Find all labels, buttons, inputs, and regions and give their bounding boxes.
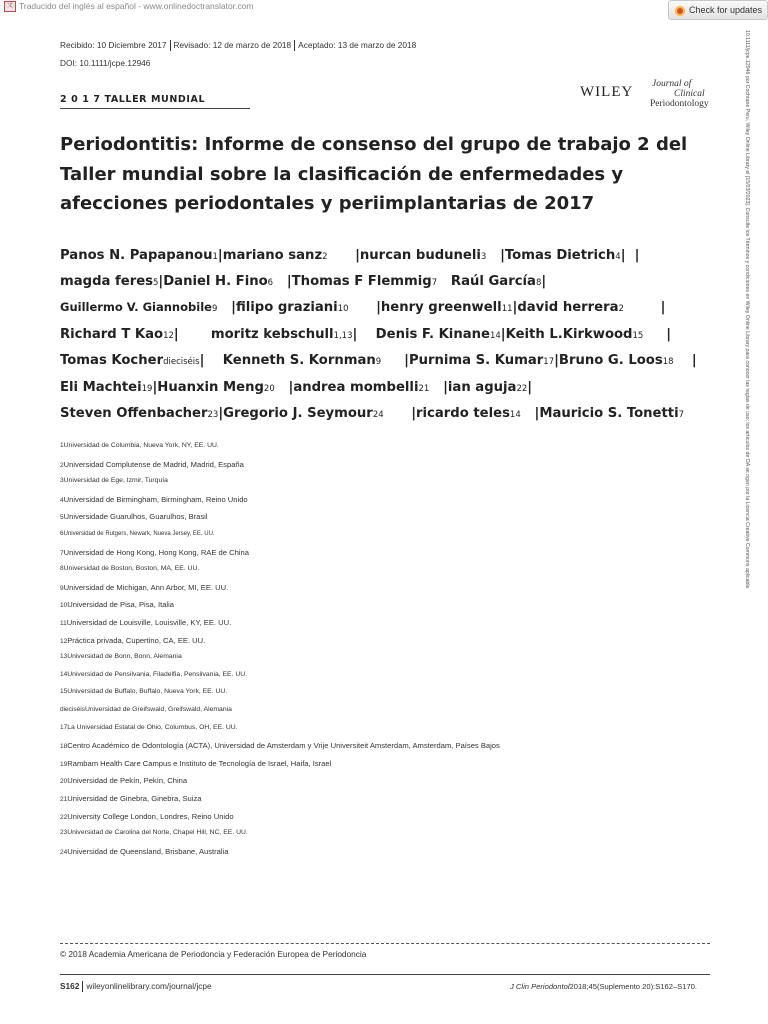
author-name: |Bruno G. Loos [554,353,663,368]
affiliation-number: 1 [60,442,64,449]
affiliation [60,618,231,627]
affiliation-text: Práctica privada, Cupertino, CA, EE. UU. [67,635,206,645]
affiliation-text: University College London, Londres, Reino Unido [67,811,234,821]
affiliation [60,512,208,521]
journal-logo-line3: Periodontology [650,99,709,109]
author-name: |henry greenwell [348,300,502,315]
affiliation-text: Universidad de Birmingham, Birmingham, Reino Unido [63,494,248,504]
affiliation [60,495,248,504]
author-name: |Purnima S. Kumar [381,353,544,368]
author-name: |Gregorio J. Seymour [218,406,373,421]
affiliation [60,460,244,469]
affiliation-number: 4 [60,496,64,504]
affiliation-text: Universidad de Greifswald, Greifswald, Alemania [84,706,232,713]
affiliation-number: 3 [60,477,64,485]
author-affiliation-ref: 23 [207,410,219,420]
affiliation [60,565,199,572]
author-name: | moritz kebschull [173,327,334,342]
author-line [60,353,697,368]
affiliation [60,829,248,836]
affiliation-number: 11 [60,620,67,627]
affiliation-number: 23 [60,829,68,837]
affiliation-text: Universidad de Pensilvania, Filadelfia, Pensilvania, EE. UU. [67,670,248,678]
author-name: magda feres [60,274,153,289]
check-for-updates-label: Check for updates [689,5,763,15]
author-affiliation-ref: 1 [212,252,218,262]
author-affiliation-ref: 9 [211,304,218,314]
article-dates [60,40,416,51]
author-affiliation-ref: 22 [516,384,528,394]
author-name: | [673,353,697,368]
author-affiliation-ref: 21 [418,384,430,394]
author-name: Steven Offenbacher [60,406,208,421]
author-name: | Denis F. Kinane [352,327,490,342]
affiliation-text: Universidad de Rutgers, Newark, Nueva Jersey, EE. UU. [63,531,215,537]
author-line [60,380,532,395]
article-title: Periodontitis: Informe de consenso del grupo de trabajo 2 del Taller mundial sobre la clasificación de enfermedades y afecciones periodontales y periimplantarias de 2017 [60,134,688,214]
author-affiliation-ref: 11 [501,304,513,314]
author-name: Eli Machtei [60,380,142,395]
author-name: |Daniel H. Fino [158,274,268,289]
affiliation [60,759,331,768]
journal-logo-line2: Clinical [674,89,705,99]
affiliation [60,741,500,750]
affiliation-text: La Universidad Estatal de Ohio, Columbus, OH, EE. UU. [67,723,238,731]
author-name: |ian aguja [429,380,517,395]
affiliation-number: 19 [60,760,68,768]
check-for-updates-button[interactable] [668,0,768,20]
affiliation [60,812,234,821]
affiliation-number: 8 [60,565,64,573]
author-name: |filipo graziani [217,300,338,315]
author-line [60,248,640,263]
author-affiliation-ref: 7 [678,410,685,420]
affiliation-text: Universidad de Ginebra, Ginebra, Suiza [67,794,202,803]
author-affiliation-ref: 3 [480,252,487,262]
footer-divider [60,974,710,975]
author-affiliation-ref: 8 [535,278,542,288]
author-name: |Tomas Dietrich [486,248,616,263]
accepted-date: Aceptado: 13 de marzo de 2018 [298,40,417,50]
divider [170,40,171,51]
received-date: Recibido: 10 Diciembre 2017 [60,40,167,50]
section-label: 2 0 1 7 TALLER MUNDIAL [60,94,250,109]
affiliation [60,653,182,660]
crossmark-icon [675,6,685,16]
affiliation-number: 2 [60,461,64,469]
author-affiliation-ref: 17 [543,357,555,367]
translate-icon: 文 [4,1,16,12]
doi[interactable]: DOI: 10.1111/jcpe.12946 [60,58,151,68]
divider [294,40,295,51]
author-affiliation-ref: 2 [618,304,624,314]
affiliation [60,636,205,645]
affiliation-number: dieciséis [60,706,85,713]
affiliation-text: Universidad de Louisville, Louisville, KY, EE. UU. [66,618,232,627]
author-affiliation-ref: 4 [615,252,621,262]
affiliation-text: Universidad de Pekín, Pekín, China [67,776,188,786]
author-name: |Huanxin Meng [152,380,264,395]
journal-logo-line1: Journal of [652,79,692,89]
affiliation-text: Universidad de Bonn, Bonn, Alemania [67,653,182,661]
affiliation [60,776,187,785]
author-name: Richard T Kao [60,327,164,342]
affiliation-number: 14 [60,670,68,678]
author-affiliation-ref: 12 [163,331,174,341]
revised-date: Revisado: 12 de marzo de 2018 [173,40,292,50]
author-affiliation-ref: 10 [337,304,349,314]
affiliation-text: Universidad de Pisa, Pisa, Italia [67,600,175,610]
affiliation-text: Universidad de Carolina del Norte, Chapel Hill, NC, EE. UU. [67,829,248,837]
copyright: © 2018 Academia Americana de Periodoncia y Federación Europea de Periodoncia [60,943,710,959]
affiliation [60,706,232,713]
affiliation [60,688,227,695]
affiliation-number: 9 [60,584,64,592]
affiliation-text: Universidad de Columbia, Nueva York, NY, EE. UU. [63,442,219,449]
translator-banner[interactable] [0,0,254,13]
affiliation-number: 6 [60,530,64,537]
affiliation-number: 21 [60,796,68,803]
wiley-logo: WILEY [580,84,634,100]
author-name: |Thomas F Flemmig [273,274,432,289]
affiliation-number: 24 [60,848,68,856]
affiliation [60,671,247,678]
author-affiliation-ref: dieciséis [163,357,200,367]
page-number: S162 [60,981,80,991]
affiliation-number: 17 [60,723,68,731]
author-affiliation-ref: 9 [375,357,382,367]
translator-banner-text[interactable]: Traducido del inglés al español - www.onlinedoctranslator.com [19,1,254,11]
affiliation [60,477,168,484]
citation-details: 2018;45(Suplemento 20):S162–S170. [569,982,698,991]
author-affiliation-ref: 24 [372,410,384,420]
journal-abbreviation: J Clin Periodontol [510,982,570,991]
affiliation [60,600,174,609]
journal-logo [650,79,709,109]
affiliation [60,847,229,856]
affiliation-number: 13 [60,653,68,661]
affiliation-number: 10 [60,602,68,610]
affiliation-number: 15 [60,688,68,696]
affiliation [60,548,249,557]
author-name: | [527,380,533,395]
author-name: |Mauricio S. Tonetti [520,406,679,421]
side-download-note: 10.1111/jcpe.12946 por Cochrane Peru, Wiley Online Library el [15/03/2023]. Consulte los Términos y condiciones en Wiley Online Library para conocer las reglas de uso; los artículos de OA se rigen por la Licencia Creative Commons aplicable [744,30,750,589]
author-affiliation-ref: 19 [141,384,153,394]
author-line [60,300,666,315]
author-affiliation-ref: 5 [153,278,159,288]
affiliation [60,724,238,731]
affiliation-number: 22 [60,813,68,821]
author-affiliation-ref: 1,13 [333,331,353,341]
author-affiliation-ref: 6 [267,278,274,288]
author-name: Raúl García [437,274,536,289]
author-affiliation-ref: 20 [263,384,275,394]
affiliation-number: 5 [60,514,64,522]
author-name: |mariano sanz [217,248,323,263]
author-name: | [643,327,672,342]
affiliation-text: Universidad de Michigan, Ann Arbor, MI, EE. UU. [63,582,229,592]
author-affiliation-ref: 15 [632,331,644,341]
author-name: |nurcan buduneli [327,248,481,263]
affiliation-text: Universidad de Ege, Izmir, Turquía [63,477,168,485]
author-name: Guillermo V. Giannobile [60,300,212,314]
affiliation-text: Universidad de Boston, Boston, MA, EE. UU. [63,565,200,573]
footer-citation [510,982,697,991]
author-name: | Kenneth S. Kornman [199,353,376,368]
affiliation-number: 12 [60,637,68,645]
affiliation [60,530,215,537]
affiliation-number: 7 [60,549,64,557]
author-name: |andrea mombelli [274,380,419,395]
affiliation [60,794,201,803]
author-line [60,406,684,421]
affiliation-text: Rambam Health Care Campus e Instituto de Tecnología de Israel, Haifa, Israel [67,758,332,768]
author-name: | [623,300,666,315]
author-name: |david herrera [512,300,619,315]
author-name: | [541,274,547,289]
author-affiliation-ref: 14 [489,331,501,341]
affiliation-text: Universidade Guarulhos, Guarulhos, Brasil [63,512,208,522]
affiliation-text: Universidad de Hong Kong, Hong Kong, RAE de China [63,547,249,557]
author-affiliation-ref: 2 [322,252,328,262]
author-name: |Keith L.Kirkwood [500,327,633,342]
affiliation-number: 20 [60,778,68,786]
author-name: Panos N. Papapanou [60,248,213,263]
author-affiliation-ref: 14 [509,410,521,420]
author-affiliation-ref: 7 [431,278,438,288]
author-name: Tomas Kocher [60,353,164,368]
affiliation [60,583,228,592]
author-affiliation-ref: 18 [662,357,674,367]
affiliation-text: Universidad de Buffalo, Buffalo, Nueva York, EE. UU. [67,688,228,696]
author-line [60,274,546,289]
affiliation-text: Universidad de Queensland, Brisbane, Australia [67,846,229,856]
author-line [60,327,671,342]
author-name: | | [620,248,640,263]
divider [82,981,83,992]
author-name: |ricardo teles [383,406,510,421]
affiliation-text: Centro Académico de Odontología (ACTA), Universidad de Amsterdam y Vrije Universiteit Amsterdam, Amsterdam, Países Bajos [67,741,500,751]
footer-left [60,981,212,992]
journal-url[interactable]: wileyonlinelibrary.com/journal/jcpe [86,981,212,991]
affiliation [60,442,219,449]
affiliation-text: Universidad Complutense de Madrid, Madrid, España [63,459,244,469]
affiliation-number: 18 [60,743,68,751]
